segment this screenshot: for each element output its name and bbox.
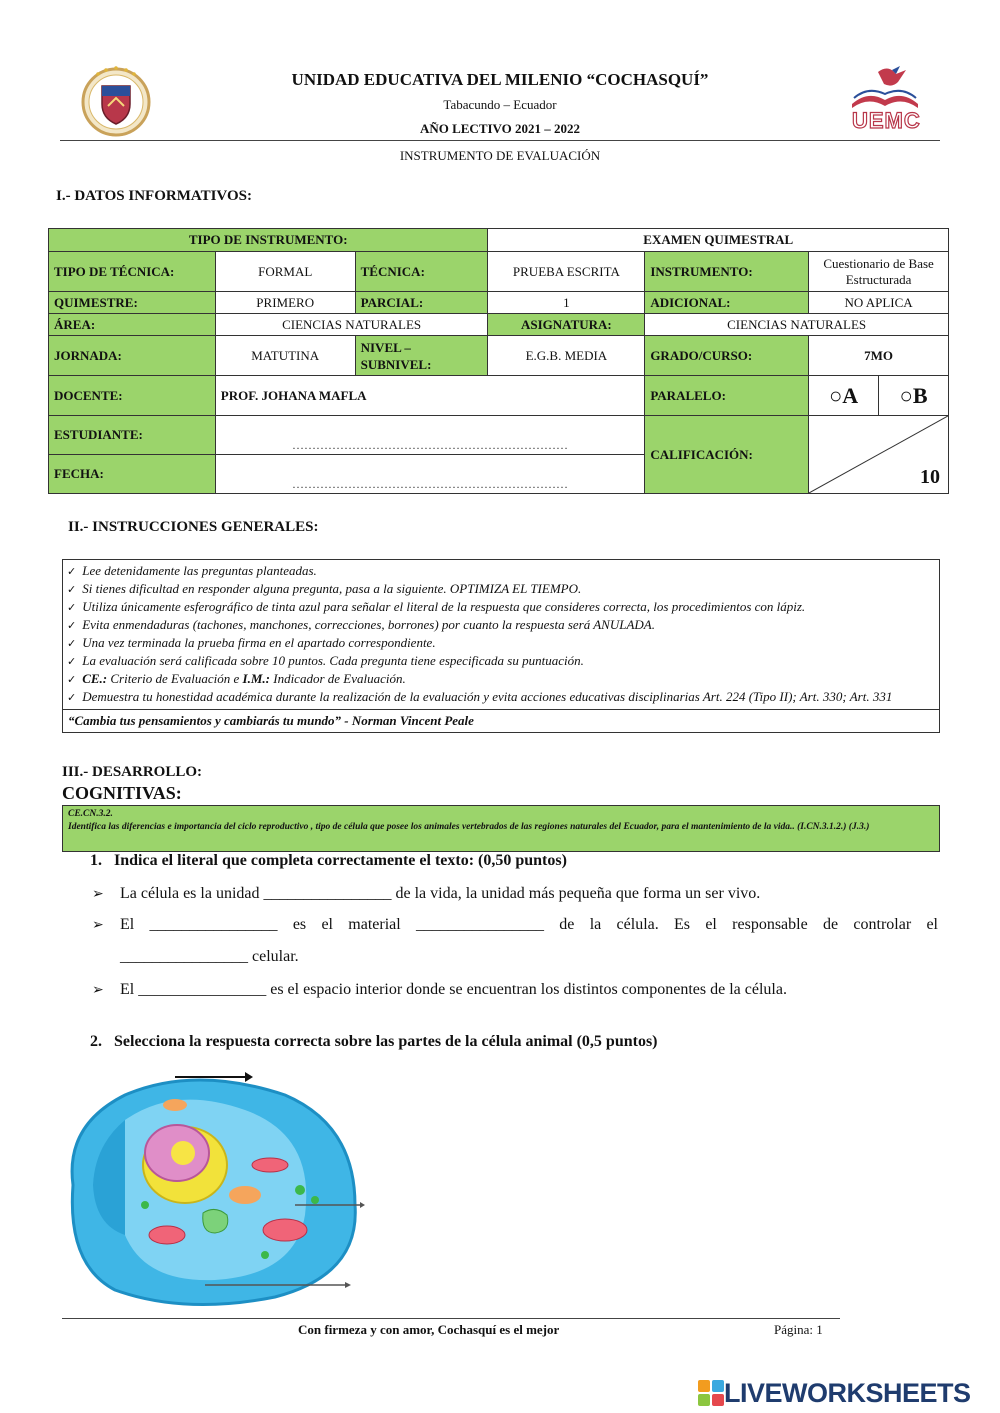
answer-blank[interactable]: ________________ [416,916,544,933]
liveworksheets-text: LIVEWORKSHEETS [724,1377,971,1408]
question-2-number: 2. [90,1033,102,1050]
arrow-bullet-icon: ➢ [92,917,104,933]
grado-value: 7MO [809,336,949,376]
calificacion-max: 10 [920,466,940,488]
ce-abbr: CE.: [82,671,108,686]
adicional-label: ADICIONAL: [645,292,809,314]
instrumento-label: INSTRUMENTO: [645,252,809,292]
answer-blank[interactable]: ________________ [138,981,267,998]
school-location: Tabacundo – Ecuador [443,97,557,112]
fecha-field[interactable] [215,455,645,494]
motivational-quote: “Cambia tus pensamientos y cambiarás tu mundo” - Norman Vincent Peale [63,709,939,732]
instructions-box [62,559,940,733]
adicional-value: NO APLICA [809,292,949,314]
tecnica-label: TÉCNICA: [355,252,488,292]
estudiante-dots: …………………………………………………………… [292,438,569,452]
question-1-number: 1. [90,852,102,869]
section-1-title: I.- DATOS INFORMATIVOS: [56,188,252,204]
section-2-title: II.- INSTRUCCIONES GENERALES: [68,519,319,535]
estudiante-label: ESTUDIANTE: [49,416,216,455]
sentence-text: celular. [252,948,299,965]
school-name: UNIDAD EDUCATIVA DEL MILENIO “COCHASQUÍ” [291,70,709,89]
section-3-title: III.- DESARROLLO: [62,764,203,780]
question-1-item-2-cont [120,941,938,973]
instruction-item: ✓ Una vez terminada la prueba firma en el apartado correspondiente. [67,634,935,652]
sentence-text: de la célula. Es el responsable de controlar el [559,916,938,933]
fecha-label: FECHA: [49,455,216,494]
question-1-item-1 [92,878,938,910]
criterio-code: CE.CN.3.2. [68,809,113,819]
sentence-text: El [120,916,135,933]
question-2-title [90,1033,658,1051]
tipo-instrumento-label: TIPO DE INSTRUMENTO: [49,229,488,252]
school-year: AÑO LECTIVO 2021 – 2022 [419,121,581,136]
quimestre-value: PRIMERO [215,292,355,314]
answer-blank[interactable]: ________________ [263,885,392,902]
ce-text: Criterio de Evaluación e [107,671,243,686]
liveworksheets-watermark [698,1376,971,1410]
im-text: Indicador de Evaluación. [269,671,406,686]
answer-blank[interactable]: ________________ [120,948,248,965]
tipo-tecnica-value: FORMAL [215,252,355,292]
nivel-value: E.G.B. MEDIA [488,336,645,376]
header-divider [60,140,940,141]
sentence-text: La célula es la unidad [120,885,260,902]
footer-divider [62,1318,840,1319]
instruction-item: ✓ Evita enmendaduras (tachones, manchones, correcciones, borrones) por cuanto la respuesta será ANULADA. [67,616,935,634]
liveworksheets-logo-icon [698,1380,724,1406]
page-number: Página: 1 [774,1322,823,1337]
animal-cell-image [55,1065,385,1315]
tipo-tecnica-label: TIPO DE TÉCNICA: [49,252,216,292]
fecha-dots: …………………………………………………………… [292,477,569,491]
docente-value: PROF. JOHANA MAFLA [215,376,645,416]
arrow-bullet-icon: ➢ [92,982,104,998]
tecnica-value: PRUEBA ESCRITA [488,252,645,292]
area-value: CIENCIAS NATURALES [215,314,488,336]
quimestre-label: QUIMESTRE: [49,292,216,314]
area-label: ÁREA: [49,314,216,336]
sentence-text: de la vida, la unidad más pequeña que forma un ser vivo. [395,885,761,902]
question-1-item-2 [92,909,938,941]
uemc-logo-text: UEMC [852,108,921,133]
document-type: INSTRUMENTO DE EVALUACIÓN [399,148,601,163]
instruction-item: ✓ Lee detenidamente las preguntas planteadas. [67,562,935,580]
calificacion-label: CALIFICACIÓN: [645,416,809,494]
docente-label: DOCENTE: [49,376,216,416]
paralelo-option-a[interactable]: ○A [809,376,879,416]
question-2-text: Selecciona la respuesta correcta sobre las partes de la célula animal (0,5 puntos) [114,1033,658,1050]
im-abbr: I.M.: [242,671,270,686]
cognitivas-title: COGNITIVAS: [62,783,182,803]
jornada-value: MATUTINA [215,336,355,376]
criterio-text: Identifica las diferencias e importancia del ciclo reproductivo , tipo de célula que posee los animales vertebrados de las regiones naturales del Ecuador, para el mantenimiento de la vida.. (I.CN.3.1.2.) (J.3.) [68,821,870,832]
footer-motto: Con firmeza y con amor, Cochasquí es el mejor [298,1322,560,1337]
instrumento-value: Cuestionario de Base Estructurada [809,252,949,292]
estudiante-field[interactable] [215,416,645,455]
parcial-label: PARCIAL: [355,292,488,314]
nivel-label: NIVEL – SUBNIVEL: [355,336,488,376]
instruction-item-ce [67,670,935,688]
sentence-text: El [120,981,135,998]
info-table [48,228,949,494]
instruction-item: ✓ La evaluación será calificada sobre 10 puntos. Cada pregunta tiene especificada su puntuación. [67,652,935,670]
grado-label: GRADO/CURSO: [645,336,809,376]
arrow-bullet-icon: ➢ [92,886,104,902]
criterio-evaluacion-box [62,805,940,852]
instruction-item: ✓ Demuestra tu honestidad académica durante la realización de la evaluación y evita acciones educativas disciplinarias Art. 224 (Tipo II); Art. 330; Art. 331 [67,688,935,706]
instruction-item: ✓ Utiliza únicamente esferográfico de tinta azul para señalar el literal de la respuesta que consideres correcta, los procedimientos con lápiz. [67,598,935,616]
asignatura-value: CIENCIAS NATURALES [645,314,949,336]
question-1-text: Indica el literal que completa correctamente el texto: (0,50 puntos) [114,852,567,869]
asignatura-label: ASIGNATURA: [488,314,645,336]
instruction-item: ✓ Si tienes dificultad en responder alguna pregunta, pasa a la siguiente. OPTIMIZA EL TIEMPO. [67,580,935,598]
question-1-item-3 [92,974,938,1006]
calificacion-box[interactable] [809,416,949,494]
paralelo-option-b[interactable]: ○B [879,376,949,416]
answer-blank[interactable]: ________________ [149,916,278,933]
question-1-title [90,852,567,870]
paralelo-label: PARALELO: [645,376,809,416]
jornada-label: JORNADA: [49,336,216,376]
sentence-text: es el espacio interior donde se encuentran los distintos componentes de la célula. [270,981,787,998]
parcial-value: 1 [488,292,645,314]
sentence-text: es el material [292,916,401,933]
tipo-instrumento-value: EXAMEN QUIMESTRAL [488,229,949,252]
